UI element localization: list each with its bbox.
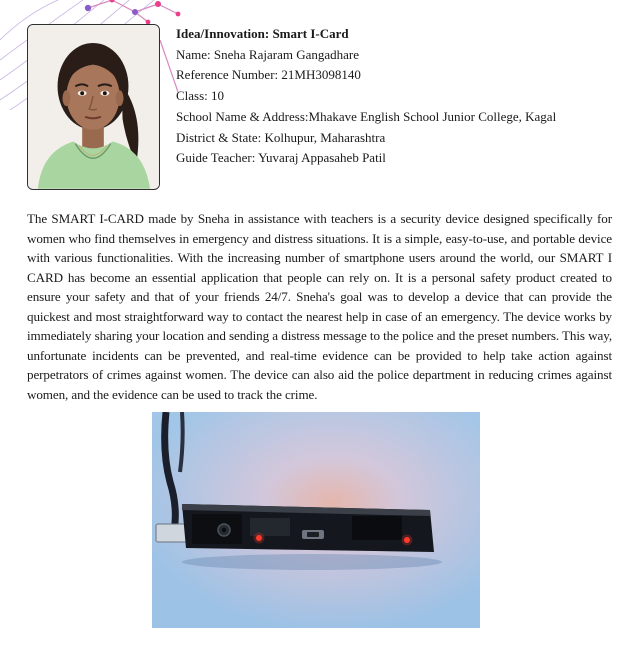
student-photo	[27, 24, 160, 190]
district-state: District & State: Kolhupur, Maharashtra	[176, 129, 386, 145]
project-description: The SMART I-CARD made by Sneha in assistance with teachers is a security device designed specifically for women who find themselves in emergency and distress situations. It is a simple, easy-to-use, and portable device with various functionalities. With the increasing number of smartphone users around the world, our SMART I CARD has become an essential application that people can rely on. It is a personal safety product created to ensure your safety and that of your friends 24/7. Sneha's goal was to develop a device that can provide the quickest and most straightforward way to contact the nearest help in case of an emergency. The device works by immediately sharing your location and sending a distress message to the police and the preset numbers. This way, unfortunate incidents can be prevented, and real-time evidence can be provided to help take action against perpetrators of crimes against women. The device can also aid the police department in reducing crimes against women, and the evidence can be used to track the crime.	[27, 211, 612, 402]
smart-i-card-device-illustration	[152, 412, 480, 628]
idea-title: Idea/Innovation: Smart I-Card	[176, 26, 349, 41]
school-address: School Name & Address:Mhakave English School Junior College, Kagal	[176, 108, 557, 124]
class-info: Class: 10	[176, 88, 225, 104]
student-name: Name: Sneha Rajaram Gangadhare	[176, 46, 360, 62]
device-photo	[152, 412, 480, 628]
guide-teacher: Guide Teacher: Yuvaraj Appasaheb Patil	[176, 150, 386, 166]
student-portrait-illustration	[28, 25, 159, 189]
reference-number: Reference Number: 21MH3098140	[176, 67, 361, 83]
profile-info	[176, 24, 626, 169]
